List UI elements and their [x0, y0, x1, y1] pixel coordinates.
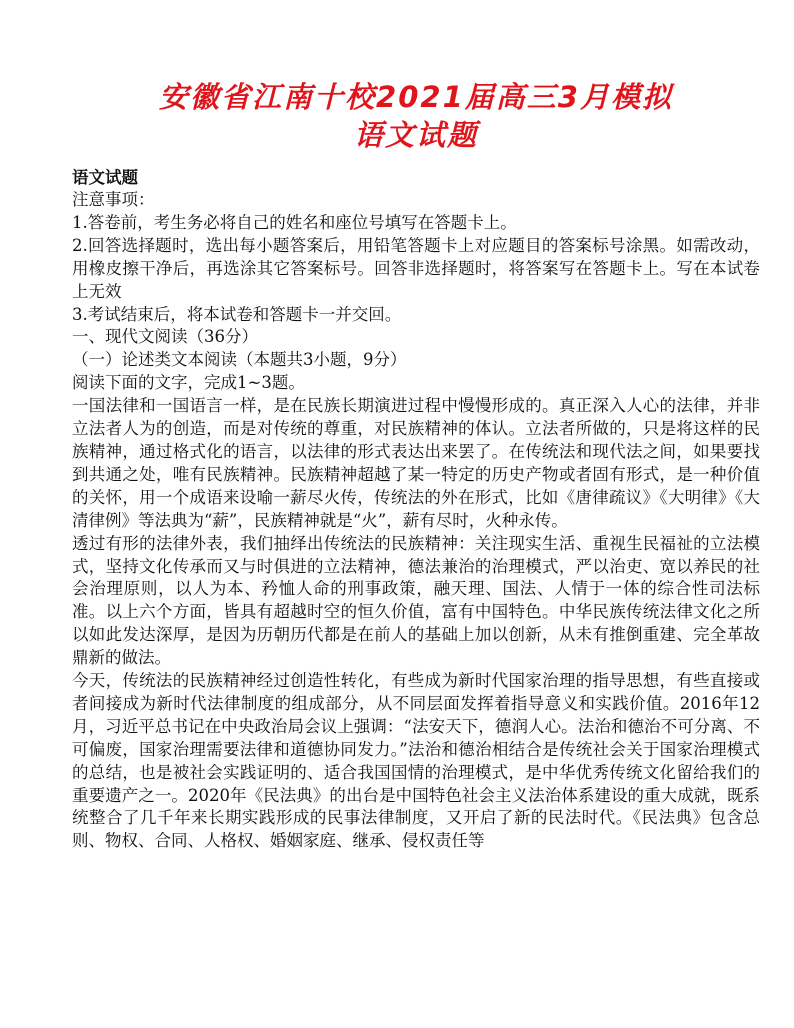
body-paragraph-1: 一国法律和一国语言一样，是在民族长期演进过程中慢慢形成的。真正深入人心的法律，并非立法者人为的创造，而是对传统的尊重，对民族精神的体认。立法者所做的，只是将这样的民族精神，通过格式化的语言，以法律的形式表达出来罢了。在传统法和现代法之间，如果要找到共通之处，唯有民族精神。民族精神超越了某一特定的历史产物或者固有形式，是一种价值的关怀，用一个成语来设喻一薪尽火传，传统法的外在形式，比如《唐律疏议》《大明律》《大清律例》等法典为“薪”，民族精神就是“火”，薪有尽时，火种永传。: [72, 396, 760, 530]
subtitle: 语文试题: [72, 168, 138, 187]
notice-label: 注意事项：: [72, 190, 155, 209]
notice-item-2: 2.回答选择题时，选出每小题答案后，用铅笔答题卡上对应题目的答案标号涂黑。如需改动，用橡皮擦干净后，再选涂其它答案标号。回答非选择题时，将答案写在答题卡上。写在本试卷上无效: [72, 235, 760, 301]
body-paragraph-3: 今天，传统法的民族精神经过创造性转化，有些成为新时代国家治理的指导思想，有些直接或者间接成为新时代法律制度的组成部分，从不同层面发挥着指导意义和实践价值。2016年12月，习近平总书记在中央政治局会议上强调：“法安天下，德润人心。法治和德治不可分离、不可偏废，国家治理需要法律和道德协同发力。”法治和德治相结合是传统社会关于国家治理模式的总结，也是被社会实践证明的、适合我国国情的治理模式，是中华优秀传统文化留给我们的重要遗产之一。2020年《民法典》的出台是中国特色社会主义法治体系建设的重大成就，既系统整合了几千年来长期实践形成的民事法律制度，又开启了新的民法时代。《民法典》包含总则、物权、合同、人格权、婚姻家庭、继承、侵权责任等: [72, 671, 760, 851]
document-title-line1: 安徽省江南十校2021届高三3月模拟: [159, 80, 673, 114]
notice-item-3: 3.考试结束后，将本试卷和答题卡一并交回。: [72, 304, 402, 324]
document-title-line2: 语文试题: [353, 118, 478, 152]
notice-item-1: 1.答卷前，考生务必将自己的姓名和座位号填写在答题卡上。: [72, 212, 517, 232]
instruction: 阅读下面的文字，完成1~3题。: [72, 373, 305, 393]
body-paragraph-2: 透过有形的法律外表，我们抽绎出传统法的民族精神：关注现实生活、重视生民福祉的立法模式，坚持文化传承而又与时俱进的立法精神，德法兼治的治理模式，严以治吏、宽以养民的社会治理原则，以人为本、矜恤人命的刑事政策，融天理、国法、人情于一体的综合性司法标准。以上六个方面，皆具有超越时空的恒久价值，富有中国特色。中华民族传统法律文化之所以如此发达深厚，是因为历朝历代都是在前人的基础上加以创新，从未有推倒重建、完全革故鼎新的做法。: [72, 533, 760, 668]
section-title: 一、现代文阅读（36分）: [72, 327, 258, 347]
subsection-title: （一）论述类文本阅读（本题共3小题，9分）: [72, 350, 407, 370]
